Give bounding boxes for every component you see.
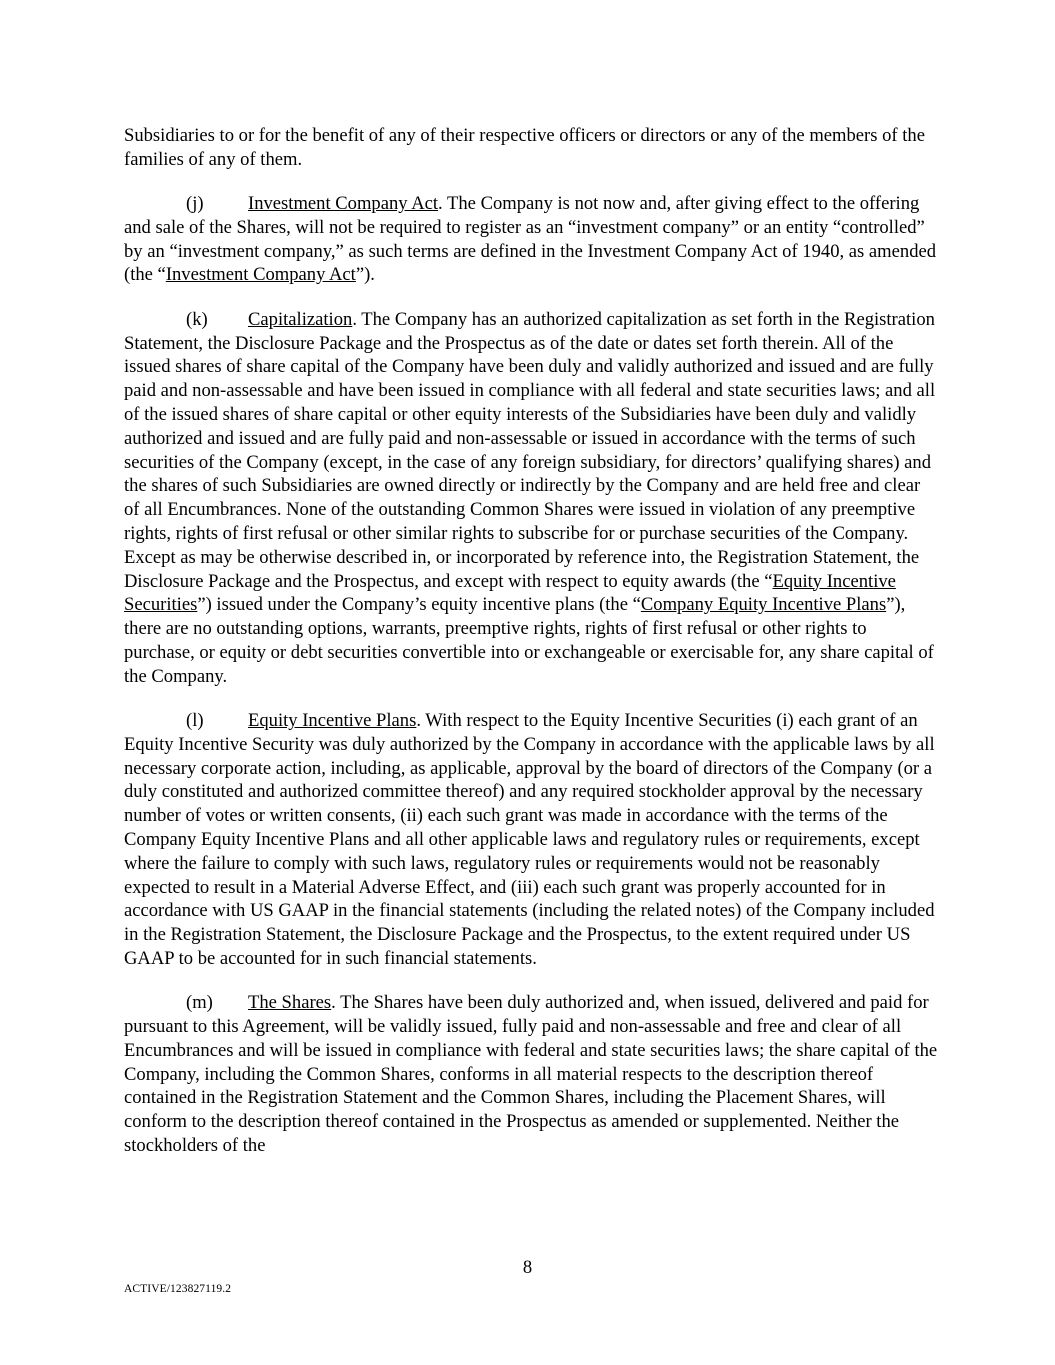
section-m-paragraph bbox=[124, 991, 939, 1158]
section-index: (j) bbox=[186, 193, 204, 215]
section-text: . With respect to the Equity Incentive Securities (i) each grant of an Equity Incentive Security was duly authorized by the Company in accordance with the applicable laws by all necessary corporate action, including, as applicable, approval by the board of directors of the Company (or a duly constituted and authorized committee thereof) and any required stockholder approval by the necessary number of votes or written consents, (ii) each such grant was made in accordance with the terms of the Company Equity Incentive Plans and all other applicable laws and regulatory rules or requirements, except where the failure to comply with such laws, regulatory rules or requirements would not be reasonably expected to result in a Material Adverse Effect, and (iii) each such grant was properly accounted for in accordance with US GAAP in the financial statements (including the related notes) of the Company included in the Registration Statement, the Disclosure Package and the Prospectus, to the extent required under US GAAP to be accounted for in such financial statements. bbox=[124, 710, 935, 969]
section-text: . The Company has an authorized capitalization as set forth in the Registration Statement, the Disclosure Package and the Prospectus as of the date or dates set forth therein. All of the issued shares of share capital of the Company have been duly and validly authorized and issued and are fully paid and non-assessable and have been issued in compliance with all federal and state securities laws; and all of the issued shares of share capital or other equity interests of the Subsidiaries have been duly and validly authorized and issued and are fully paid and non-assessable or issued in accordance with the terms of such securities of the Company (except, in the case of any foreign subsidiary, for directors’ qualifying shares) and the shares of such Subsidiaries are owned directly or indirectly by the Company and are held free and clear of all Encumbrances. None of the outstanding Common Shares were issued in violation of any preemptive rights, rights of first refusal or other similar rights to subscribe for or purchase securities of the Company. Except as may be otherwise described in, or incorporated by reference into, the Registration Statement, the Disclosure Package and the Prospectus, and except with respect to equity awards (the “ bbox=[124, 308, 936, 592]
defined-term: Equity Incentive Securities bbox=[124, 570, 896, 616]
section-heading: Investment Company Act bbox=[248, 193, 439, 215]
section-text: ”). bbox=[355, 264, 375, 286]
defined-term: Investment Company Act bbox=[165, 264, 356, 286]
section-j-paragraph bbox=[124, 192, 939, 287]
section-heading: Equity Incentive Plans bbox=[248, 710, 417, 732]
section-k-paragraph bbox=[124, 308, 939, 689]
section-text: . The Shares have been duly authorized and, when issued, delivered and paid for pursuant to this Agreement, will be validly issued, fully paid and non-assessable and free and clear of all Encumbrances and will be issued in compliance with federal and state securities laws; the share capital of the Company, including the Common Shares, conforms in all material respects to the description thereof contained in the Registration Statement and the Common Shares, including the Placement Shares, will conform to the description thereof contained in the Prospectus as amended or supplemented. Neither the stockholders of the bbox=[124, 992, 938, 1157]
section-l-paragraph bbox=[124, 709, 939, 971]
section-text: ”) issued under the Company’s equity incentive plans (the “ bbox=[197, 594, 641, 616]
section-index: (k) bbox=[186, 308, 208, 330]
document-id: ACTIVE/123827119.2 bbox=[124, 1283, 232, 1295]
continued-paragraph bbox=[124, 124, 939, 172]
section-text: . The Company is not now and, after giving effect to the offering and sale of the Shares, will not be required to register as an “investment company” or an entity “controlled” by an “investment company,” as such terms are defined in the Investment Company Act of 1940, as amended (the “ bbox=[124, 193, 937, 286]
document-body bbox=[124, 124, 939, 1178]
page-number: 8 bbox=[522, 1257, 533, 1278]
section-index: (m) bbox=[186, 992, 213, 1014]
defined-term: Company Equity Incentive Plans bbox=[640, 594, 887, 616]
section-text: ”), there are no outstanding options, warrants, preemptive rights, rights of first refusal or other rights to purchase, or equity or debt securities convertible into or exchangeable or exercisable for, any share capital of the Company. bbox=[124, 594, 934, 687]
section-index: (l) bbox=[186, 710, 204, 732]
continued-text: Subsidiaries to or for the benefit of any of their respective officers or directors or any of the members of the families of any of them. bbox=[124, 125, 925, 170]
section-heading: Capitalization bbox=[248, 308, 353, 330]
section-heading: The Shares bbox=[248, 992, 332, 1014]
